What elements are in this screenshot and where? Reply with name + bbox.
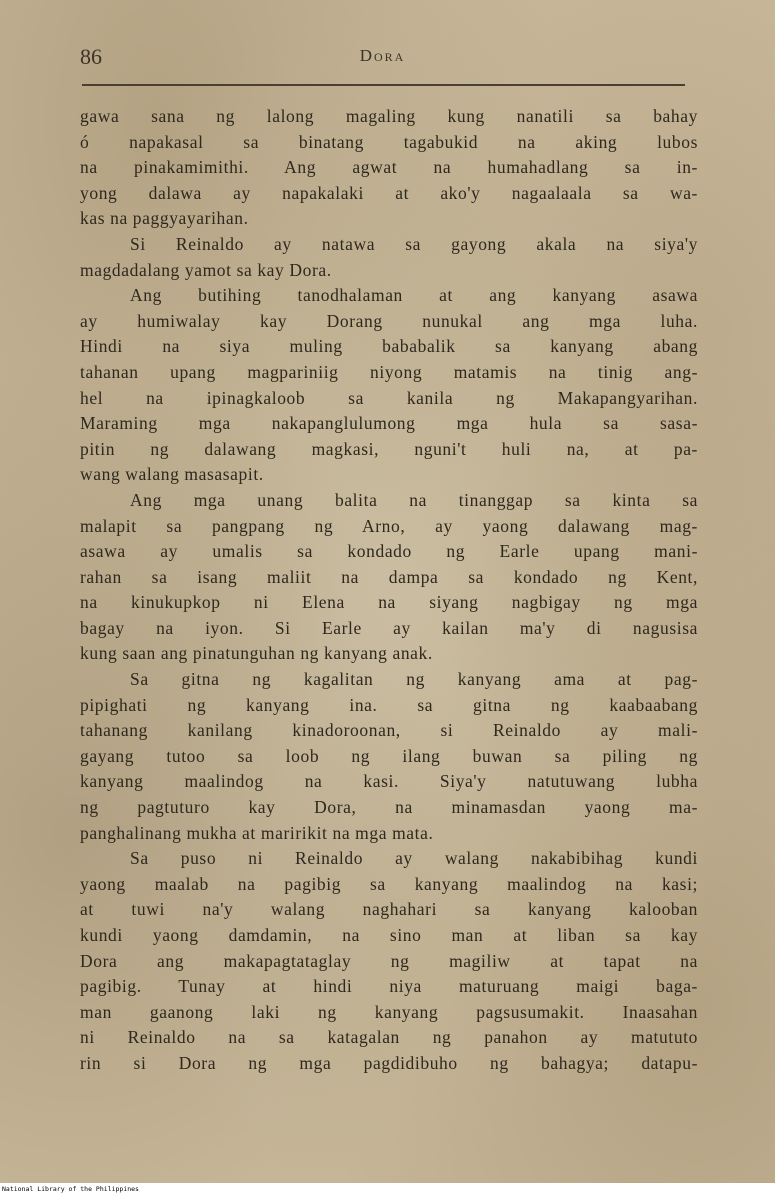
page-header [80,44,685,76]
text-line: rahan sa isang maliit na dampa sa kondado ng Kent, [80,566,698,587]
text-line: ng pagtuturo kay Dora, na minamasdan yaong ma- [80,797,698,818]
text-line: Ang mga unang balita na tinanggap sa kinta sa [130,489,698,510]
text-line: na kinukupkop ni Elena na siyang nagbigay ng mga [80,592,698,613]
text-line: pipighati ng kanyang ina. sa gitna ng kaabaabang [80,694,698,715]
library-credit: National Library of the Philippines [2,1185,139,1193]
page-number: 86 [80,44,102,69]
header-rule [82,84,685,86]
text-line: kanyang maalindog na kasi. Siya'y natutuwang lubha [80,771,698,792]
text-line: wang walang masasapit. [80,464,264,485]
text-line: at tuwi na'y walang naghahari sa kanyang kalooban [80,899,698,920]
text-line: yong dalawa ay napakalaki at ako'y nagaalaala sa wa- [80,182,698,203]
text-line: man gaanong laki ng kanyang pagsusumakit. Inaasahan [80,1001,698,1022]
text-line: yaong maalab na pagibig sa kanyang maalindog na kasi; [80,873,698,894]
text-line: bagay na iyon. Si Earle ay kailan ma'y di nagusisa [80,617,698,638]
text-line: ni Reinaldo na sa katagalan ng panahon ay matututo [80,1027,698,1048]
text-line: Maraming mga nakapanglulumong mga hula sa sasa- [80,413,698,434]
text-line: panghalinang mukha at maririkit na mga mata. [80,822,434,843]
text-line: magdadalang yamot sa kay Dora. [80,259,332,280]
text-line: Sa gitna ng kagalitan ng kanyang ama at pag- [130,669,698,690]
text-line: tahanang kanilang kinadoroonan, si Reinaldo ay mali- [80,720,698,741]
text-line: rin si Dora ng mga pagdidibuho ng bahagya; datapu- [80,1052,698,1073]
text-line: pagibig. Tunay at hindi niya maturuang maigi baga- [80,976,698,997]
text-line: asawa ay umalis sa kondado ng Earle upang mani- [80,541,698,562]
text-line: na pinakamimithi. Ang agwat na humahadlang sa in- [80,157,698,178]
text-line: pitin ng dalawang magkasi, nguni't huli na, at pa- [80,438,698,459]
text-line: ay humiwalay kay Dorang nunukal ang mga luha. [80,310,698,331]
text-line: Sa puso ni Reinaldo ay walang nakabibihag kundi [130,848,698,869]
text-line: kung saan ang pinatunguhan ng kanyang anak. [80,643,433,664]
text-line: gayang tutoo sa loob ng ilang buwan sa piling ng [80,745,698,766]
running-title: Dora [359,46,406,65]
body-text [80,104,698,1077]
text-line: malapit sa pangpang ng Arno, ay yaong dalawang mag- [80,515,698,536]
text-line: hel na ipinagkaloob sa kanila ng Makapangyarihan. [80,387,698,408]
text-line: kas na paggyayarihan. [80,208,249,229]
text-line: gawa sana ng lalong magaling kung nanatili sa bahay [80,106,698,126]
text-line: Ang butihing tanodhalaman at ang kanyang asawa [130,285,698,306]
text-line: Dora ang makapagtataglay ng magiliw at tapat na [80,950,698,971]
text-line: kundi yaong damdamin, na sino man at liban sa kay [80,925,698,945]
text-line: Si Reinaldo ay natawa sa gayong akala na siya'y [130,233,698,254]
text-line: ó napakasal sa binatang tagabukid na aking lubos [80,131,698,152]
text-line: Hindi na siya muling bababalik sa kanyang abang [80,336,698,357]
text-line: tahanan upang magpariniig niyong matamis na tinig ang- [80,361,698,382]
